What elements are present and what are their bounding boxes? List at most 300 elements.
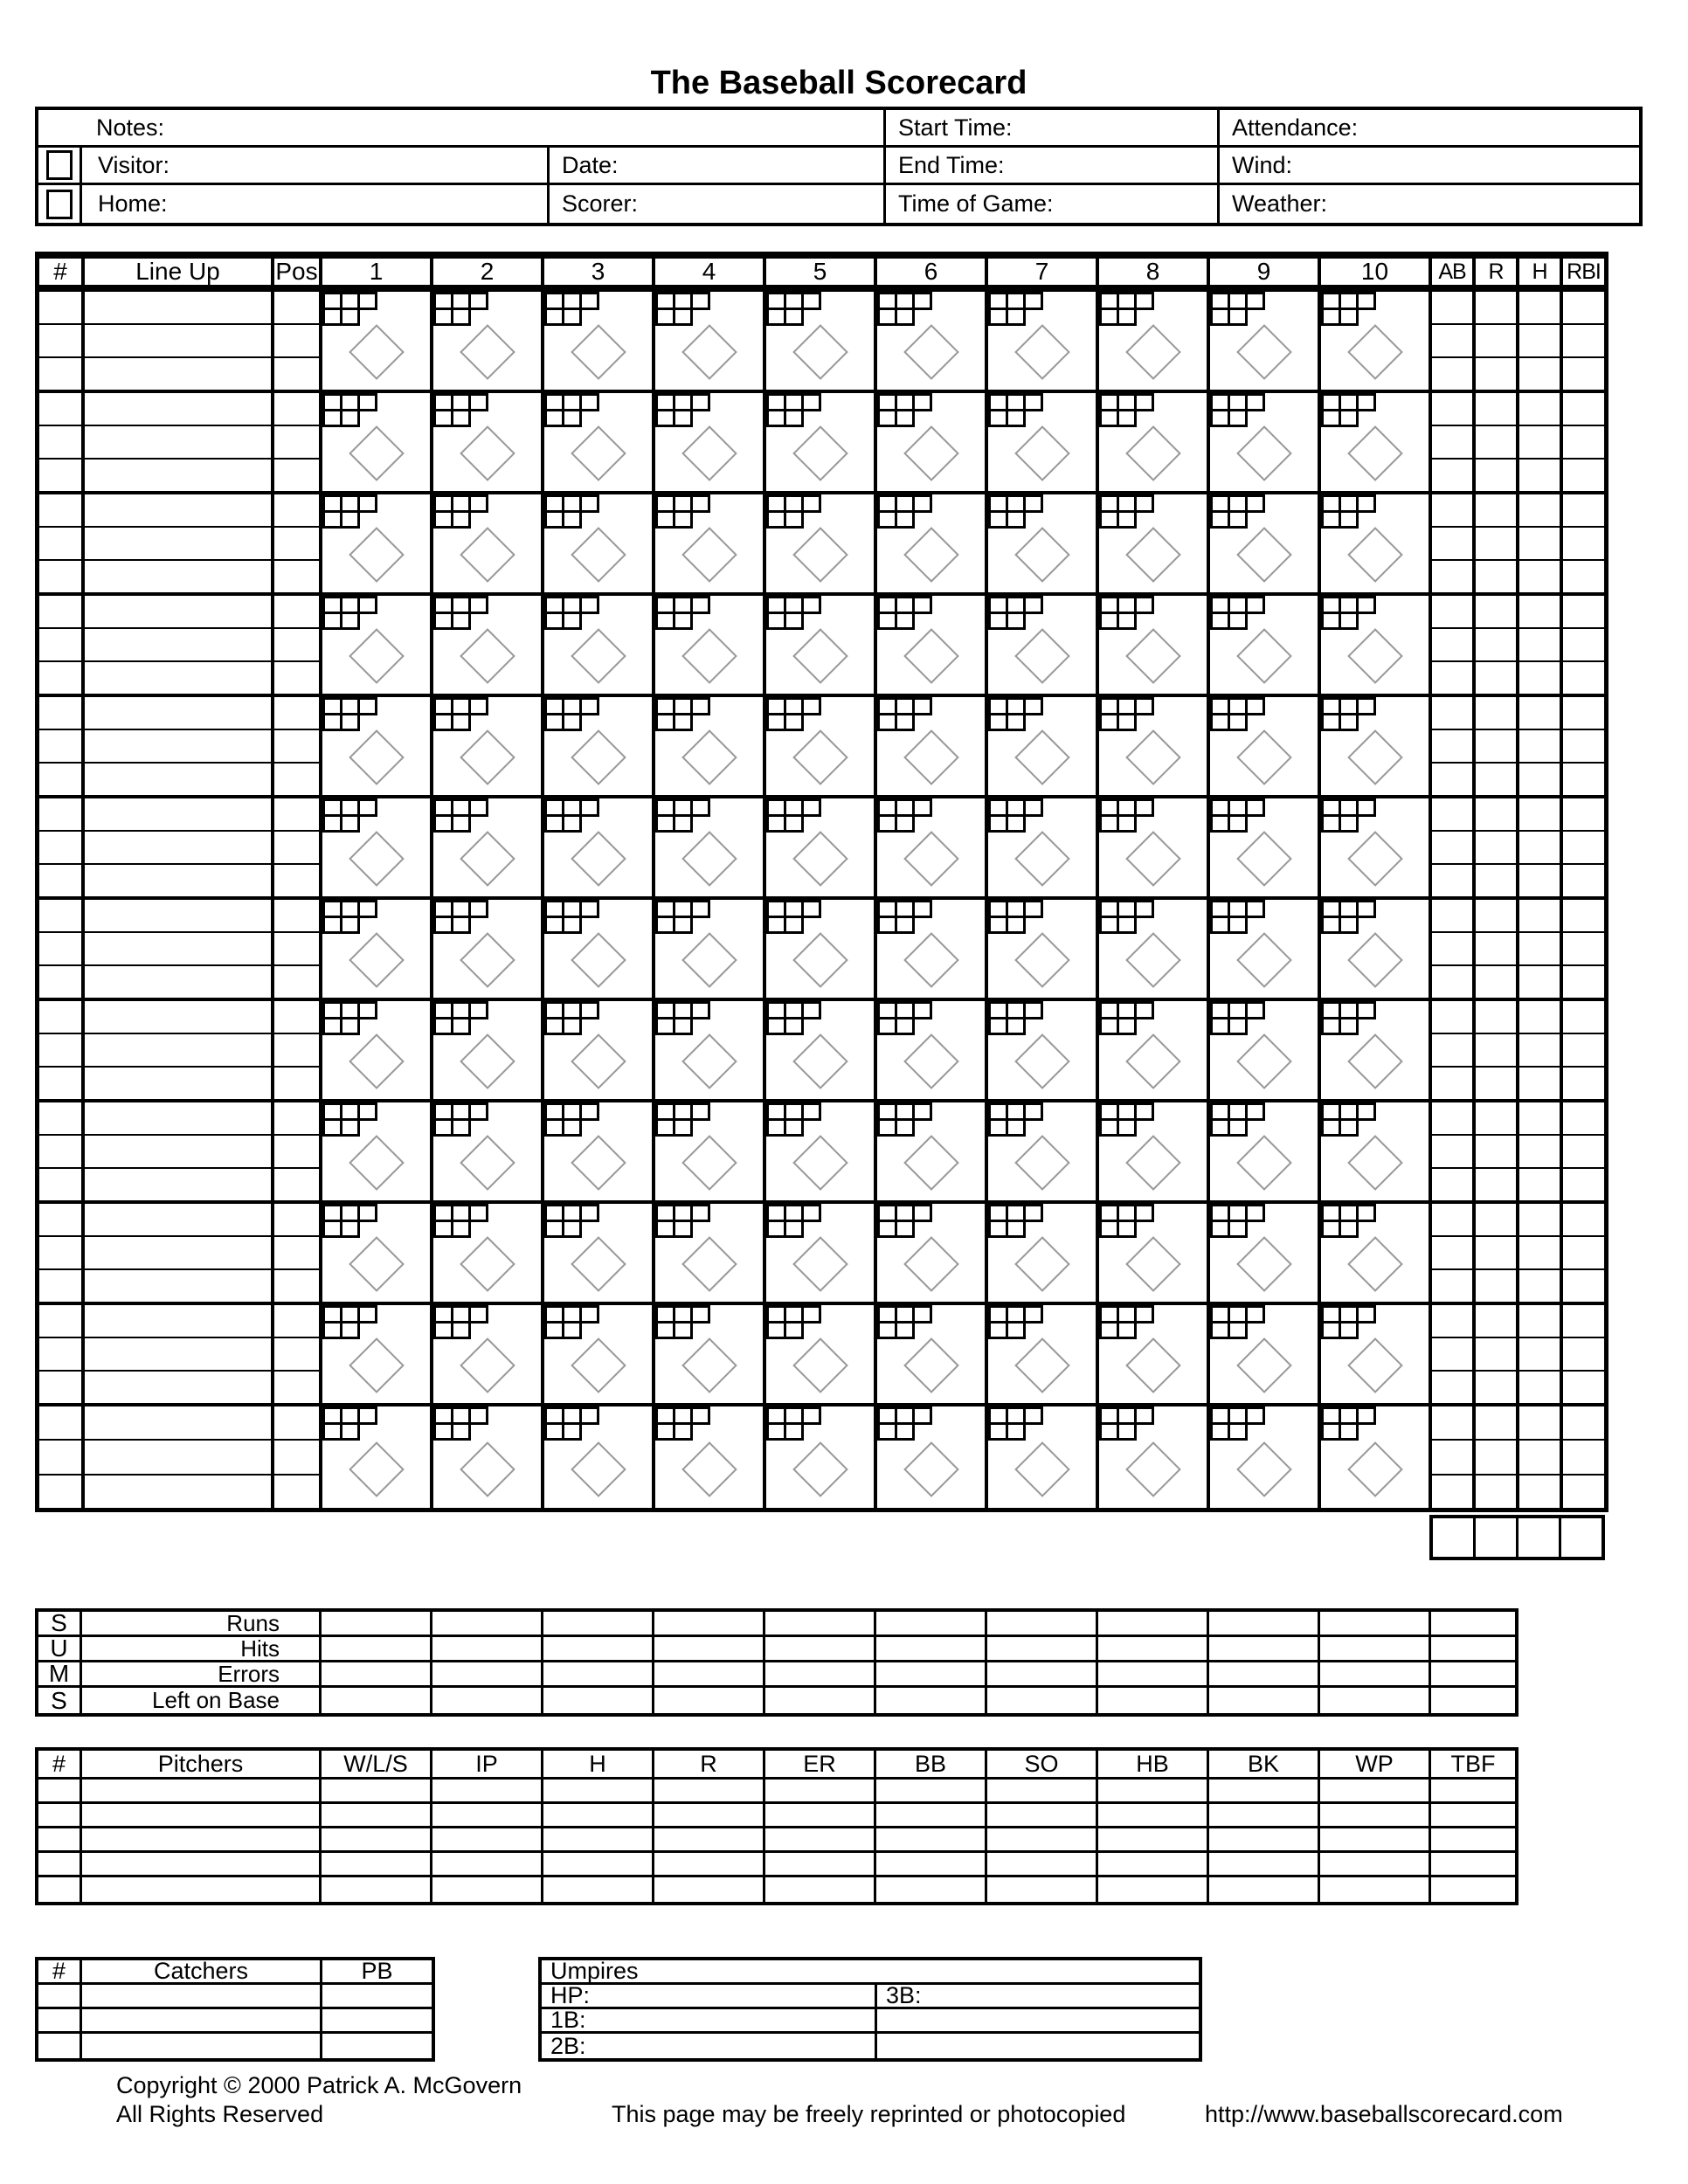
inning-cell: [1210, 1204, 1321, 1302]
subrow-line: [1563, 798, 1604, 832]
subrow-line: [274, 1406, 319, 1441]
pitch-count-box: [1356, 393, 1376, 411]
inning-cell: [1099, 494, 1210, 592]
pitch-count-box: [784, 308, 804, 326]
pitch-count-boxes: [322, 1305, 377, 1339]
pitchers-column-header-er: ER: [765, 1751, 876, 1777]
pitchers-cell: [543, 1780, 654, 1801]
subrow-line: [39, 730, 81, 764]
pitch-count-box: [801, 1204, 821, 1222]
pitch-count-box: [1134, 697, 1154, 715]
rbi-cell: [1563, 798, 1604, 896]
pitch-count-box: [562, 1017, 582, 1035]
subrow-line: [85, 1102, 271, 1136]
subrow-line: [1432, 1204, 1472, 1237]
subrow-line: [274, 933, 319, 966]
inning-cell: [655, 393, 766, 491]
pitch-count-box: [562, 510, 582, 529]
pitchers-cell: [1431, 1780, 1515, 1801]
subrow-line: [1476, 494, 1516, 528]
rbi-cell: [1563, 1406, 1604, 1508]
h-total-cell: [1519, 1518, 1561, 1557]
lineup-row-8: [39, 1001, 1604, 1102]
lineup-row-2: [39, 393, 1604, 494]
pitch-count-box: [690, 1305, 710, 1324]
pitch-count-box: [1023, 393, 1043, 411]
basepath-diamond: [1347, 325, 1403, 381]
inning-cell: [877, 1305, 988, 1403]
lineup-row-4: [39, 596, 1604, 697]
pitch-count-box: [801, 1102, 821, 1121]
subrow-line: [1476, 1441, 1516, 1475]
inning-cell: [766, 697, 877, 795]
end-time-field: [886, 148, 1220, 183]
pitch-count-box: [912, 292, 932, 310]
pitch-count-boxes: [766, 393, 821, 427]
3b-umpire-field: [877, 1982, 1199, 2008]
basepath-diamond: [349, 528, 405, 584]
pitch-count-boxes: [322, 292, 377, 326]
subrow-line: [1432, 832, 1472, 865]
basepath-diamond: [460, 933, 515, 989]
pitch-count-box: [1228, 1017, 1248, 1035]
pitch-count-box: [1356, 1305, 1376, 1324]
pitchers-cell: [1431, 1877, 1515, 1902]
basepath-diamond: [460, 426, 515, 482]
pitch-count-box: [357, 393, 377, 411]
scorer-field: [550, 185, 886, 223]
pitch-count-box: [673, 916, 693, 934]
pitchers-cell: [1209, 1828, 1320, 1850]
subrow-line: [1519, 1204, 1560, 1237]
sums-inning-cell: [876, 1612, 987, 1635]
pitch-count-box: [673, 1220, 693, 1238]
subrow-line: [274, 528, 319, 561]
h-cell: [1519, 1102, 1563, 1200]
sums-total-cell: [1431, 1662, 1515, 1685]
home-checkbox-cell: [38, 185, 82, 223]
pitch-count-box: [912, 697, 932, 715]
pitch-count-box: [1228, 814, 1248, 833]
pitch-count-boxes: [988, 292, 1043, 326]
inning-cell: [1210, 292, 1321, 390]
pitch-count-box: [784, 814, 804, 833]
inning-cell: [766, 494, 877, 592]
inning-cell: [433, 393, 544, 491]
pitch-count-boxes: [322, 697, 377, 731]
pitch-count-box: [673, 1118, 693, 1137]
subrow-line: [39, 358, 81, 390]
lineup-row-1: [39, 292, 1604, 393]
inning-cell: [1321, 1102, 1432, 1200]
position-cell: [274, 1204, 322, 1302]
pitch-count-boxes: [433, 1102, 488, 1137]
inning-cell: [1321, 596, 1432, 694]
player-name-cell: [85, 697, 274, 795]
subrow-line: [1563, 662, 1604, 694]
subrow-line: [1432, 900, 1472, 933]
inning-cell: [1099, 393, 1210, 491]
pitchers-cell: [876, 1853, 987, 1875]
subrow-line: [1563, 1270, 1604, 1302]
subrow-line: [85, 764, 271, 795]
subrow-line: [39, 292, 81, 325]
inning-cell: [544, 1305, 655, 1403]
pitch-count-boxes: [1099, 1406, 1154, 1441]
pitch-count-box: [579, 1406, 599, 1425]
subrow-line: [1519, 325, 1560, 358]
subrow-line: [1476, 393, 1516, 426]
sums-inning-cell: [987, 1662, 1098, 1685]
pitch-count-box: [562, 916, 582, 934]
subrow-line: [1432, 1270, 1472, 1302]
lineup-row-7: [39, 900, 1604, 1001]
sums-inning-cell: [322, 1612, 432, 1635]
pitchers-cell: [1431, 1804, 1515, 1826]
h-cell: [1519, 697, 1563, 795]
subrow-line: [274, 764, 319, 795]
subrow-line: [1563, 1406, 1604, 1441]
basepath-diamond: [1236, 629, 1292, 685]
subrow-line: [1563, 292, 1604, 325]
ab-cell: [1432, 1305, 1476, 1403]
pitch-count-box: [1023, 292, 1043, 310]
subrow-line: [1476, 865, 1516, 896]
basepath-diamond: [1236, 426, 1292, 482]
subrow-line: [85, 393, 271, 426]
pitch-count-box: [784, 510, 804, 529]
subrow-line: [85, 1270, 271, 1302]
pitch-count-boxes: [544, 1204, 599, 1238]
pitch-count-boxes: [1099, 1305, 1154, 1339]
inning-cell: [1210, 900, 1321, 998]
subrow-line: [1476, 798, 1516, 832]
basepath-diamond: [1014, 528, 1070, 584]
pitch-count-boxes: [655, 1305, 710, 1339]
subrow-line: [85, 1068, 271, 1099]
basepath-diamond: [792, 1338, 848, 1394]
inning-cell: [1321, 798, 1432, 896]
pitch-count-box: [1117, 612, 1137, 630]
r-cell: [1476, 393, 1519, 491]
subrow-line: [39, 900, 81, 933]
pitch-count-box: [340, 814, 360, 833]
pitch-count-boxes: [877, 1001, 932, 1035]
subrow-line: [274, 832, 319, 865]
pitch-count-box: [801, 393, 821, 411]
sums-inning-cell: [322, 1688, 432, 1713]
hp-umpire-label: HP:: [550, 1982, 591, 2008]
inning-cell: [433, 596, 544, 694]
pitch-count-boxes: [544, 292, 599, 326]
basepath-diamond: [1014, 1441, 1070, 1497]
pitch-count-box: [1023, 494, 1043, 513]
subrow-line: [274, 561, 319, 592]
sums-inning-cell: [765, 1612, 876, 1635]
pitch-count-box: [468, 697, 488, 715]
basepath-diamond: [681, 528, 737, 584]
umpires-title-label: Umpires: [550, 1958, 639, 1984]
column-header-number: #: [39, 259, 85, 285]
pitch-count-box: [1134, 798, 1154, 817]
inning-cell: [322, 292, 433, 390]
pitch-count-box: [1356, 1204, 1376, 1222]
pitch-count-box: [451, 409, 471, 427]
subrow-line: [1563, 966, 1604, 998]
notes-field: [38, 110, 886, 145]
inning-cell: [1210, 697, 1321, 795]
subrow-line: [1476, 1136, 1516, 1169]
pitchers-cell: [765, 1877, 876, 1902]
inning-cell: [988, 1102, 1099, 1200]
ab-cell: [1432, 1001, 1476, 1099]
pitch-count-box: [1245, 1102, 1265, 1121]
inning-cell: [766, 1001, 877, 1099]
inning-cell: [322, 1001, 433, 1099]
basepath-diamond: [1236, 1441, 1292, 1497]
pitch-count-box: [1134, 900, 1154, 918]
inning-cell: [877, 1406, 988, 1508]
player-number-cell: [39, 1102, 85, 1200]
subrow-line: [85, 1001, 271, 1034]
pitch-count-box: [357, 1102, 377, 1121]
pitchers-cell: [322, 1804, 432, 1826]
pitchers-row-5: [38, 1877, 1515, 1902]
pitch-count-boxes: [433, 292, 488, 326]
pitch-count-box: [468, 1406, 488, 1425]
pitch-count-box: [1023, 1102, 1043, 1121]
pitch-count-box: [340, 916, 360, 934]
subrow-line: [1563, 764, 1604, 795]
pitch-count-boxes: [433, 798, 488, 833]
subrow-line: [1476, 1169, 1516, 1200]
pitch-count-box: [1339, 916, 1359, 934]
basepath-diamond: [1014, 426, 1070, 482]
pitch-count-boxes: [1321, 494, 1376, 529]
pitch-count-box: [1006, 1118, 1026, 1137]
basepath-diamond: [792, 1034, 848, 1090]
pitch-count-box: [895, 510, 915, 529]
pitchers-cell: [1209, 1780, 1320, 1801]
basepath-diamond: [1236, 1136, 1292, 1192]
subrow-line: [85, 1169, 271, 1200]
pitch-count-box: [562, 713, 582, 731]
basepath-diamond: [349, 325, 405, 381]
subrow-line: [39, 1305, 81, 1338]
pitch-count-boxes: [322, 1406, 377, 1441]
pitchers-cell: [432, 1804, 543, 1826]
sums-inning-cell: [543, 1637, 654, 1660]
ab-cell: [1432, 798, 1476, 896]
basepath-diamond: [903, 528, 959, 584]
pitch-count-box: [912, 393, 932, 411]
subrow-line: [1519, 1441, 1560, 1475]
pitch-count-box: [1134, 1204, 1154, 1222]
pitch-count-box: [895, 612, 915, 630]
catchers-cell: [38, 2034, 82, 2058]
ab-cell: [1432, 1102, 1476, 1200]
subrow-line: [1519, 1102, 1560, 1136]
subrow-line: [39, 764, 81, 795]
player-number-cell: [39, 292, 85, 390]
subrow-line: [1432, 325, 1472, 358]
catchers-cell: [38, 1985, 82, 2007]
subrow-line: [274, 1001, 319, 1034]
pitch-count-boxes: [1099, 798, 1154, 833]
pitch-count-box: [451, 1118, 471, 1137]
inning-cell: [1321, 1406, 1432, 1508]
player-number-cell: [39, 1204, 85, 1302]
subrow-line: [1519, 966, 1560, 998]
player-name-cell: [85, 1102, 274, 1200]
sums-inning-cell: [987, 1637, 1098, 1660]
pitch-count-boxes: [544, 494, 599, 529]
pitch-count-boxes: [766, 1406, 821, 1441]
rbi-cell: [1563, 494, 1604, 592]
inning-cell: [877, 1102, 988, 1200]
subrow-line: [1519, 1001, 1560, 1034]
inning-cell: [1210, 798, 1321, 896]
pitchers-cell: [1320, 1877, 1431, 1902]
inning-cell: [322, 596, 433, 694]
inning-cell: [433, 1204, 544, 1302]
subrow-line: [1476, 1372, 1516, 1403]
pitchers-cell: [82, 1877, 322, 1902]
inning-cell: [988, 1406, 1099, 1508]
pitch-count-box: [690, 1001, 710, 1019]
basepath-diamond: [903, 1338, 959, 1394]
column-header-inning-6: 6: [877, 259, 988, 285]
inning-cell: [988, 1001, 1099, 1099]
subrow-line: [1563, 697, 1604, 730]
pitch-count-box: [895, 1220, 915, 1238]
catchers-column-header-pb: PB: [361, 1958, 393, 1984]
pitchers-cell: [1098, 1877, 1209, 1902]
subrow-line: [39, 1102, 81, 1136]
subrow-line: [39, 528, 81, 561]
pitchers-cell: [1431, 1853, 1515, 1875]
subrow-line: [39, 1270, 81, 1302]
pitch-count-box: [562, 1118, 582, 1137]
pitch-count-boxes: [1210, 1204, 1265, 1238]
pitch-count-box: [451, 1017, 471, 1035]
pitch-count-box: [1006, 510, 1026, 529]
inning-cell: [544, 697, 655, 795]
pitch-count-boxes: [433, 1406, 488, 1441]
subrow-line: [1432, 1476, 1472, 1508]
ab-cell: [1432, 697, 1476, 795]
pitch-count-box: [340, 1321, 360, 1339]
subrow-line: [39, 629, 81, 662]
subrow-line: [85, 1136, 271, 1169]
pitch-count-boxes: [1321, 1102, 1376, 1137]
inning-cell: [655, 1305, 766, 1403]
pitch-count-box: [801, 292, 821, 310]
pitch-count-box: [1117, 1422, 1137, 1441]
subrow-line: [1476, 1068, 1516, 1099]
subrow-line: [85, 561, 271, 592]
pitchers-row-1: [38, 1780, 1515, 1804]
basepath-diamond: [349, 1338, 405, 1394]
pitch-count-box: [912, 1305, 932, 1324]
2b-umpire-field: [542, 2034, 877, 2058]
pitch-count-box: [1245, 292, 1265, 310]
pitch-count-box: [1245, 596, 1265, 614]
pitch-count-boxes: [877, 1406, 932, 1441]
pitch-count-box: [690, 292, 710, 310]
pitch-count-box: [1134, 1406, 1154, 1425]
catchers-cell: [82, 2034, 322, 2058]
pitch-count-box: [451, 713, 471, 731]
pitch-count-box: [468, 798, 488, 817]
pitch-count-boxes: [1210, 697, 1265, 731]
subrow-line: [39, 460, 81, 491]
column-header-inning-1: 1: [322, 259, 433, 285]
subrow-line: [39, 1034, 81, 1068]
sums-inning-cell: [1320, 1612, 1431, 1635]
subrow-line: [274, 1338, 319, 1372]
pitch-count-box: [357, 1305, 377, 1324]
pitch-count-box: [784, 1422, 804, 1441]
sums-inning-cell: [1320, 1637, 1431, 1660]
pitch-count-box: [1356, 900, 1376, 918]
subrow-line: [85, 1406, 271, 1441]
pitch-count-boxes: [322, 1102, 377, 1137]
pitch-count-box: [451, 510, 471, 529]
subrow-line: [274, 629, 319, 662]
subrow-line: [1519, 798, 1560, 832]
pitch-count-box: [1228, 308, 1248, 326]
inning-cell: [322, 1305, 433, 1403]
pitch-count-box: [468, 900, 488, 918]
subrow-line: [85, 900, 271, 933]
basepath-diamond: [1014, 730, 1070, 786]
pitch-count-box: [784, 713, 804, 731]
pitch-count-boxes: [988, 1406, 1043, 1441]
subrow-line: [274, 1136, 319, 1169]
subrow-line: [85, 832, 271, 865]
pitch-count-boxes: [988, 494, 1043, 529]
subrow-line: [1563, 1136, 1604, 1169]
pitch-count-box: [579, 1102, 599, 1121]
pitch-count-box: [1117, 713, 1137, 731]
pitch-count-box: [784, 1220, 804, 1238]
pitch-count-box: [1339, 1422, 1359, 1441]
basepath-diamond: [460, 1136, 515, 1192]
pitch-count-boxes: [1210, 596, 1265, 630]
inning-cell: [766, 1204, 877, 1302]
subrow-line: [85, 1034, 271, 1068]
sums-total-cell: [1431, 1637, 1515, 1660]
player-name-cell: [85, 798, 274, 896]
subrow-line: [39, 933, 81, 966]
pitchers-cell: [987, 1877, 1098, 1902]
basepath-diamond: [1347, 629, 1403, 685]
pitch-count-boxes: [322, 1001, 377, 1035]
pitchers-cell: [654, 1804, 765, 1826]
subrow-line: [1476, 1102, 1516, 1136]
subrow-line: [85, 798, 271, 832]
pitch-count-box: [340, 1422, 360, 1441]
basepath-diamond: [460, 528, 515, 584]
pitch-count-box: [1117, 1118, 1137, 1137]
pitch-count-box: [1023, 1001, 1043, 1019]
subrow-line: [1563, 933, 1604, 966]
column-header-inning-5: 5: [766, 259, 877, 285]
subrow-line: [1476, 1406, 1516, 1441]
inning-cell: [1321, 900, 1432, 998]
subrow-line: [1476, 561, 1516, 592]
